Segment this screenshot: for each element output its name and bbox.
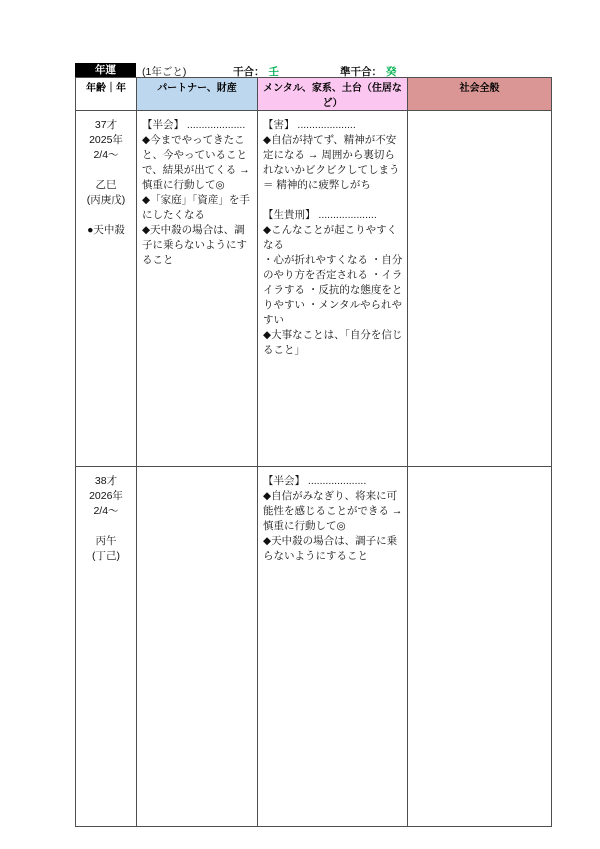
table-row [76,111,552,467]
cell-line: 2025年 [89,134,123,146]
cell-line: 2/4～ [93,505,119,517]
cell-line [263,193,403,208]
cell-line: (丁己) [92,550,120,562]
age-cell [76,111,137,467]
cell-line: 【生貴刑】 .................... [263,209,377,221]
cell-line: ◆大事なことは、「自分を信じること」 [263,329,403,356]
cell-line: ◆自信が持てず、精神が不安定になる → 周囲から裏切られないかビクビクしてしまう ＝ 精神的に疲弊しがち [263,134,400,191]
jun-kango-value: 癸 [386,66,397,78]
column-header-mental: メンタル、家系、土台（住居など） [258,78,408,111]
column-header-social: 社会全般 [408,78,552,111]
cell-line: ◆「家庭」「資産」を手にしたくなる [142,194,250,221]
social-cell [408,467,552,827]
kango-value: 壬 [268,66,279,78]
period-subtitle: (1年ごと) [142,66,187,78]
cell-line: ・心が折れやすくなる ・自分のやり方を否定される ・イライラする ・反抗的な態度をとりやすい ・メンタルやられやすい [263,254,403,326]
cell-line: ◆こんなことが起こりやすくなる [263,224,398,251]
partner-cell [137,467,258,827]
cell-line: ◆天中殺の場合は、調子に乗らないようにすること [263,535,398,562]
table-row [76,467,552,827]
cell-line [77,208,135,223]
cell-line: 丙午 [95,535,117,547]
age-cell [76,467,137,827]
cell-line: 37才 [94,119,118,131]
year-luck-title-box: 年運 [75,63,136,78]
kango-label: 干合： [233,66,265,78]
cell-line: 乙巳 [95,179,117,191]
cell-line: 2/4～ [93,149,119,161]
social-cell [408,111,552,467]
cell-line: ●天中殺 [87,224,125,236]
mental-cell [258,111,408,467]
cell-line: 2026年 [89,490,123,502]
cell-line: ◆天中殺の場合は、調子に乗らないようにすること [142,224,247,266]
cell-line [77,163,135,178]
jun-kango-label: 準干合： [340,66,382,78]
table-header-row [76,78,552,111]
cell-line: (丙庚戊) [86,194,126,206]
cell-line: 【害】 .................... [263,119,356,131]
mental-cell [258,467,408,827]
cell-line: ◆今までやってきたこと、今やっていることで、結果が出てくる → 慎重に行動して◎ [142,134,250,191]
cell-line: ◆自信がみなぎり、将来に可能性を感じることができる → 慎重に行動して◎ [263,490,403,532]
column-header-age: 年齢｜年 [76,78,137,111]
cell-line: 【半会】 .................... [142,119,246,131]
partner-cell [137,111,258,467]
cell-line [77,519,135,534]
fortune-table [75,77,552,827]
cell-line: 【半会】 .................... [263,475,367,487]
column-header-partner: パートナー、財産 [137,78,258,111]
cell-line: 38才 [94,475,118,487]
